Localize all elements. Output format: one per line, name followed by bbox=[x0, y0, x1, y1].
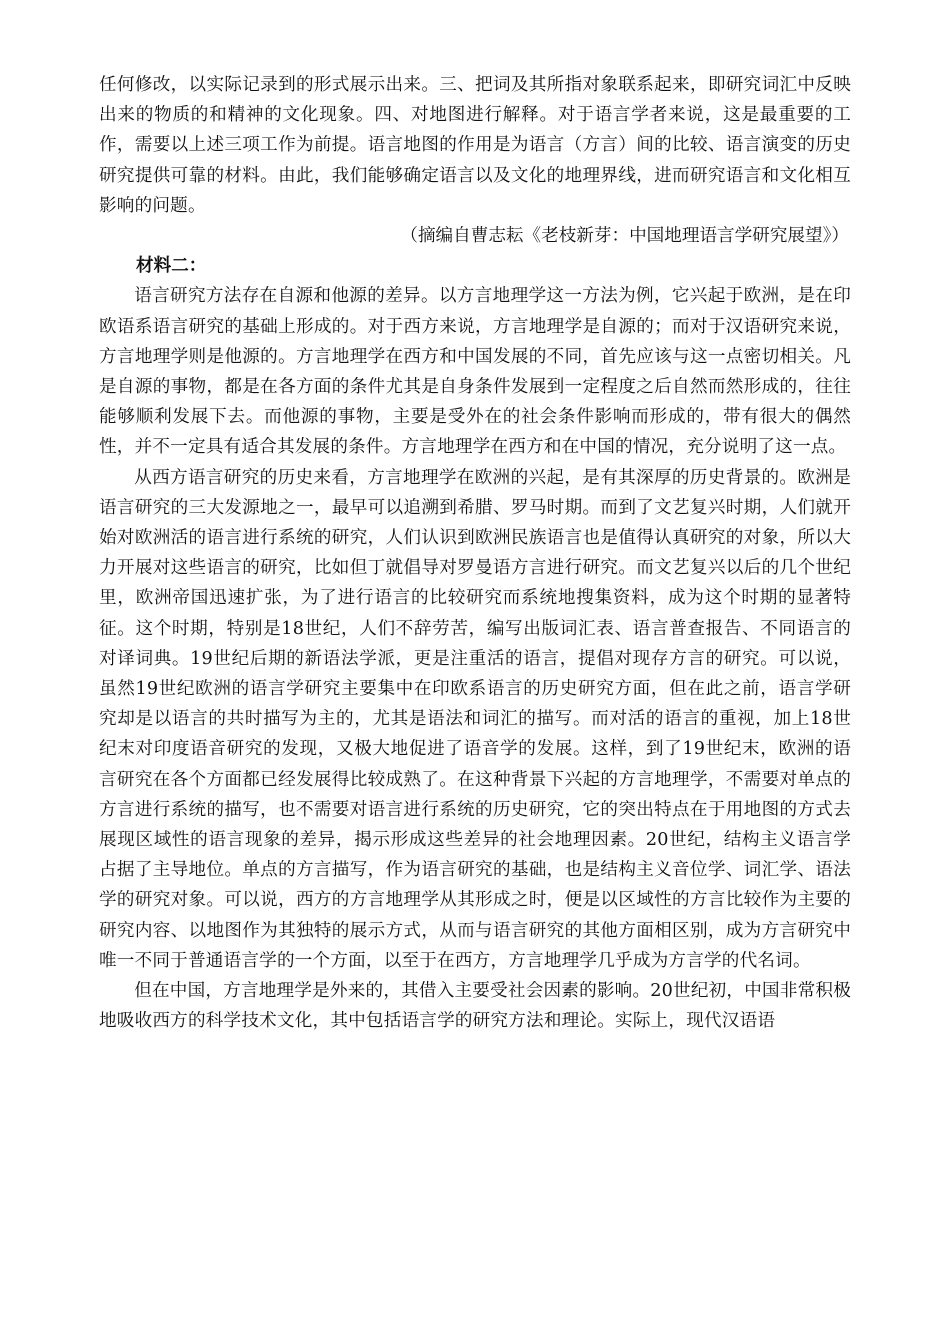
body-paragraph-2: 从西方语言研究的历史来看，方言地理学在欧洲的兴起，是有其深厚的历史背景的。欧洲是语言研究的三大发源地之一，最早可以追溯到希腊、罗马时期。而到了文艺复兴时期，人们就开始对欧洲活的语言进行系统的研究，人们认识到欧洲民族语言也是值得认真研究的对象，所以大力开展对这些语言的研究，比如但丁就倡导对罗曼语方言进行研究。而文艺复兴以后的几个世纪里，欧洲帝国迅速扩张，为了进行语言的比较研究而系统地搜集资料，成为这个时期的显著特征。这个时期，特别是18世纪，人们不辞劳苦，编写出版词汇表、语言普查报告、不同语言的对译词典。19世纪后期的新语法学派，更是注重活的语言，提倡对现存方言的研究。可以说，虽然19世纪欧洲的语言学研究主要集中在印欧系语言的历史研究方面，但在此之前，语言学研究却是以语言的共时描写为主的，尤其是语法和词汇的描写。而对活的语言的重视，加上18世纪末对印度语音研究的发现，又极大地促进了语音学的发展。这样，到了19世纪末，欧洲的语言研究在各个方面都已经发展得比较成熟了。在这种背景下兴起的方言地理学，不需要对单点的方言进行系统的描写，也不需要对语言进行系统的历史研究，它的突出特点在于用地图的方式去展现区域性的语言现象的差异，揭示形成这些差异的社会地理因素。20世纪，结构主义语言学占据了主导地位。单点的方言描写，作为语言研究的基础，也是结构主义音位学、词汇学、语法学的研究对象。可以说，西方的方言地理学从其形成之时，便是以区域性的方言比较作为主要的研究内容、以地图作为其独特的展示方式，从而与语言研究的其他方面相区别，成为方言研究中唯一不同于普通语言学的一个方面，以至于在西方，方言地理学几乎成为方言学的代名词。 bbox=[99, 467, 851, 971]
source-citation: （摘编自曹志耘《老枝新芽：中国地理语言学研究展望》） bbox=[400, 226, 849, 247]
body-paragraph-3: 但在中国，方言地理学是外来的，其借入主要受社会因素的影响。20世纪初，中国非常积极地吸收西方的科学技术文化，其中包括语言学的研究方法和理论。实际上，现代汉语语 bbox=[99, 981, 851, 1032]
document-page bbox=[99, 70, 851, 1037]
section-heading: 材料二： bbox=[136, 255, 207, 277]
continuation-paragraph: 任何修改，以实际记录到的形式展示出来。三、把词及其所指对象联系起来，即研究词汇中反映出来的物质的和精神的文化现象。四、对地图进行解释。对于语言学者来说，这是最重要的工作，需要以上述三项工作为前提。语言地图的作用是为语言（方言）间的比较、语言演变的历史研究提供可靠的材料。由此，我们能够确定语言以及文化的地理界线，进而研究语言和文化相互影响的问题。 bbox=[99, 75, 851, 216]
body-paragraph-1: 语言研究方法存在自源和他源的差异。以方言地理学这一方法为例，它兴起于欧洲，是在印欧语系语言研究的基础上形成的。对于西方来说，方言地理学是自源的；而对于汉语研究来说，方言地理学则是他源的。方言地理学在西方和中国发展的不同，首先应该与这一点密切相关。凡是自源的事物，都是在各方面的条件尤其是自身条件发展到一定程度之后自然而然形成的，往往能够顺利发展下去。而他源的事物，主要是受外在的社会条件影响而形成的，带有很大的偶然性，并不一定具有适合其发展的条件。方言地理学在西方和在中国的情况，充分说明了这一点。 bbox=[99, 286, 851, 458]
